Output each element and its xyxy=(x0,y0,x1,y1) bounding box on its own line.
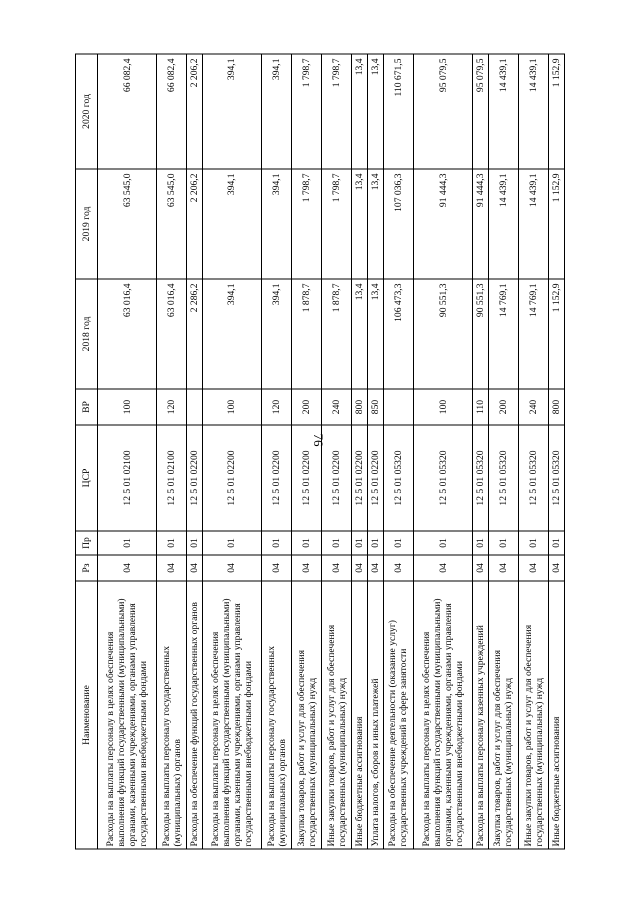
table-cell-name: Расходы на выплаты персоналу в целях обеспечения выполнения функций государственными (муниципальными) органами, казенными учреждениями, органами управления государственными внебюджетными фондами xyxy=(202,581,261,849)
table-cell-rz: 04 xyxy=(383,555,413,581)
table-cell-2020: 66 082,4 xyxy=(157,54,187,169)
table-body xyxy=(98,54,565,849)
table-cell-2018: 106 473,3 xyxy=(383,279,413,389)
table-cell-2018: 394,1 xyxy=(202,279,261,389)
table-cell-2019: 2 206,2 xyxy=(187,169,203,279)
header-pr: Пр xyxy=(76,531,98,555)
table-cell-csr: 12 5 01 05320 xyxy=(549,425,565,531)
table-cell-2018: 90 551,3 xyxy=(473,279,489,389)
table-row xyxy=(473,54,489,849)
table-cell-pr: 01 xyxy=(352,531,368,555)
table-cell-csr: 12 5 01 05320 xyxy=(414,425,473,531)
table-cell-2019: 107 036,3 xyxy=(383,169,413,279)
header-rz: Рз xyxy=(76,555,98,581)
table-cell-rz: 04 xyxy=(518,555,548,581)
table-cell-name: Расходы на выплаты персоналу казенных учреждений xyxy=(473,581,489,849)
table-cell-rz: 04 xyxy=(202,555,261,581)
table-cell-name: Закупка товаров, работ и услуг для обеспечения государственных (муниципальных) нужд xyxy=(488,581,518,849)
table-cell-2018: 1 878,7 xyxy=(292,279,322,389)
table-cell-2020: 14 439,1 xyxy=(518,54,548,169)
table-cell-vr: 800 xyxy=(352,389,368,425)
table-cell-csr: 12 5 01 05320 xyxy=(383,425,413,531)
table-cell-pr: 01 xyxy=(202,531,261,555)
table-cell-pr: 01 xyxy=(383,531,413,555)
table-cell-rz: 04 xyxy=(549,555,565,581)
table-cell-csr: 12 5 01 05320 xyxy=(473,425,489,531)
table-cell-2019: 63 545,0 xyxy=(157,169,187,279)
table-cell-rz: 04 xyxy=(368,555,384,581)
table-cell-2019: 394,1 xyxy=(261,169,291,279)
budget-table-container xyxy=(75,55,565,850)
table-cell-name: Расходы на выплаты персоналу в целях обеспечения выполнения функций государственными (муниципальными) органами, казенными учреждениями, органами управления государственными внебюджетными фондами xyxy=(98,581,157,849)
header-2019: 2019 год xyxy=(76,169,98,279)
table-cell-name: Расходы на выплаты персоналу в целях обеспечения выполнения функций государственными (муниципальными) органами, казенными учреждениями, органами управления государственными внебюджетными фондами xyxy=(414,581,473,849)
table-cell-pr: 01 xyxy=(187,531,203,555)
table-cell-name: Расходы на обеспечение деятельности (оказание услуг) государственных учреждений в сфере занятости xyxy=(383,581,413,849)
table-cell-name: Расходы на выплаты персоналу государственных (муниципальных) органов xyxy=(157,581,187,849)
table-cell-rz: 04 xyxy=(98,555,157,581)
table-cell-pr: 01 xyxy=(518,531,548,555)
table-cell-csr: 12 5 01 02200 xyxy=(368,425,384,531)
table-row xyxy=(292,54,322,849)
table-row xyxy=(187,54,203,849)
table-row xyxy=(261,54,291,849)
table-row xyxy=(488,54,518,849)
table-cell-2020: 95 079,5 xyxy=(473,54,489,169)
table-cell-rz: 04 xyxy=(261,555,291,581)
table-cell-rz: 04 xyxy=(292,555,322,581)
table-cell-csr: 12 5 01 02200 xyxy=(261,425,291,531)
table-cell-vr: 200 xyxy=(488,389,518,425)
table-row xyxy=(202,54,261,849)
table-cell-2019: 14 439,1 xyxy=(488,169,518,279)
table-cell-2018: 1 152,9 xyxy=(549,279,565,389)
table-cell-csr: 12 5 01 02200 xyxy=(292,425,322,531)
table-cell-pr: 01 xyxy=(473,531,489,555)
table-cell-vr: 240 xyxy=(322,389,352,425)
table-cell-2020: 1 152,9 xyxy=(549,54,565,169)
table-cell-2018: 2 286,2 xyxy=(187,279,203,389)
table-cell-vr: 120 xyxy=(261,389,291,425)
table-cell-rz: 04 xyxy=(488,555,518,581)
table-cell-2019: 13,4 xyxy=(352,169,368,279)
table-cell-2018: 90 551,3 xyxy=(414,279,473,389)
table-cell-2020: 14 439,1 xyxy=(488,54,518,169)
table-cell-2019: 394,1 xyxy=(202,169,261,279)
table-row xyxy=(98,54,157,849)
table-cell-rz: 04 xyxy=(414,555,473,581)
table-cell-pr: 01 xyxy=(157,531,187,555)
table-cell-rz: 04 xyxy=(352,555,368,581)
table-cell-2018: 14 769,1 xyxy=(488,279,518,389)
table-cell-rz: 04 xyxy=(157,555,187,581)
table-cell-pr: 01 xyxy=(322,531,352,555)
table-cell-vr: 240 xyxy=(518,389,548,425)
table-cell-name: Иные бюджетные ассигнования xyxy=(352,581,368,849)
table-cell-2019: 63 545,0 xyxy=(98,169,157,279)
table-row xyxy=(157,54,187,849)
table-cell-2019: 1 152,9 xyxy=(549,169,565,279)
table-cell-2019: 1 798,7 xyxy=(322,169,352,279)
table-row xyxy=(352,54,368,849)
table-cell-name: Иные бюджетные ассигнования xyxy=(549,581,565,849)
table-cell-2019: 1 798,7 xyxy=(292,169,322,279)
table-cell-pr: 01 xyxy=(368,531,384,555)
table-cell-vr xyxy=(187,389,203,425)
table-cell-2018: 63 016,4 xyxy=(157,279,187,389)
header-2020: 2020 год xyxy=(76,54,98,169)
table-cell-vr: 800 xyxy=(549,389,565,425)
table-cell-2019: 14 439,1 xyxy=(518,169,548,279)
table-cell-vr xyxy=(383,389,413,425)
table-cell-name: Расходы на обеспечение функций государственных органов xyxy=(187,581,203,849)
table-cell-csr: 12 5 01 02100 xyxy=(157,425,187,531)
table-cell-rz: 04 xyxy=(322,555,352,581)
table-cell-2020: 95 079,5 xyxy=(414,54,473,169)
table-cell-pr: 01 xyxy=(414,531,473,555)
table-cell-pr: 01 xyxy=(98,531,157,555)
table-cell-2020: 1 798,7 xyxy=(322,54,352,169)
table-cell-2018: 14 769,1 xyxy=(518,279,548,389)
header-name: Наименование xyxy=(76,581,98,849)
table-cell-csr: 12 5 01 02200 xyxy=(202,425,261,531)
table-row xyxy=(383,54,413,849)
table-row xyxy=(414,54,473,849)
table-cell-name: Уплата налогов, сборов и иных платежей xyxy=(368,581,384,849)
table-row xyxy=(322,54,352,849)
table-cell-csr: 12 5 01 02100 xyxy=(98,425,157,531)
table-cell-vr: 100 xyxy=(414,389,473,425)
table-cell-pr: 01 xyxy=(292,531,322,555)
table-cell-vr: 100 xyxy=(98,389,157,425)
table-cell-2020: 13,4 xyxy=(368,54,384,169)
table-cell-2020: 66 082,4 xyxy=(98,54,157,169)
table-cell-vr: 850 xyxy=(368,389,384,425)
table-cell-2020: 394,1 xyxy=(261,54,291,169)
table-cell-csr: 12 5 01 05320 xyxy=(488,425,518,531)
table-row xyxy=(518,54,548,849)
table-cell-2020: 394,1 xyxy=(202,54,261,169)
table-cell-2018: 63 016,4 xyxy=(98,279,157,389)
table-cell-csr: 12 5 01 02200 xyxy=(187,425,203,531)
table-cell-2019: 13,4 xyxy=(368,169,384,279)
table-cell-pr: 01 xyxy=(549,531,565,555)
table-cell-2018: 394,1 xyxy=(261,279,291,389)
table-cell-pr: 01 xyxy=(488,531,518,555)
table-cell-csr: 12 5 01 02200 xyxy=(322,425,352,531)
table-cell-pr: 01 xyxy=(261,531,291,555)
table-cell-vr: 110 xyxy=(473,389,489,425)
table-row xyxy=(549,54,565,849)
header-vr: ВР xyxy=(76,389,98,425)
table-cell-2019: 91 444,3 xyxy=(473,169,489,279)
page-number: 76 xyxy=(311,433,326,447)
table-cell-2020: 13,4 xyxy=(352,54,368,169)
header-2018: 2018 год xyxy=(76,279,98,389)
header-csr: ЦСР xyxy=(76,425,98,531)
table-cell-vr: 100 xyxy=(202,389,261,425)
table-cell-name: Расходы на выплаты персоналу государственных (муниципальных) органов xyxy=(261,581,291,849)
table-cell-name: Иные закупки товаров, работ и услуг для обеспечения государственных (муниципальных) нужд xyxy=(322,581,352,849)
table-cell-2018: 1 878,7 xyxy=(322,279,352,389)
table-row xyxy=(368,54,384,849)
table-cell-name: Закупка товаров, работ и услуг для обеспечения государственных (муниципальных) нужд xyxy=(292,581,322,849)
table-cell-2019: 91 444,3 xyxy=(414,169,473,279)
budget-table xyxy=(75,54,565,850)
table-header-row xyxy=(76,54,98,849)
table-cell-csr: 12 5 01 02200 xyxy=(352,425,368,531)
table-cell-2020: 1 798,7 xyxy=(292,54,322,169)
table-cell-vr: 200 xyxy=(292,389,322,425)
table-cell-2020: 110 671,5 xyxy=(383,54,413,169)
table-cell-name: Иные закупки товаров, работ и услуг для обеспечения государственных (муниципальных) нужд xyxy=(518,581,548,849)
table-cell-csr: 12 5 01 05320 xyxy=(518,425,548,531)
table-cell-vr: 120 xyxy=(157,389,187,425)
table-cell-2020: 2 206,2 xyxy=(187,54,203,169)
table-cell-2018: 13,4 xyxy=(352,279,368,389)
table-cell-rz: 04 xyxy=(473,555,489,581)
table-cell-rz: 04 xyxy=(187,555,203,581)
table-cell-2018: 13,4 xyxy=(368,279,384,389)
